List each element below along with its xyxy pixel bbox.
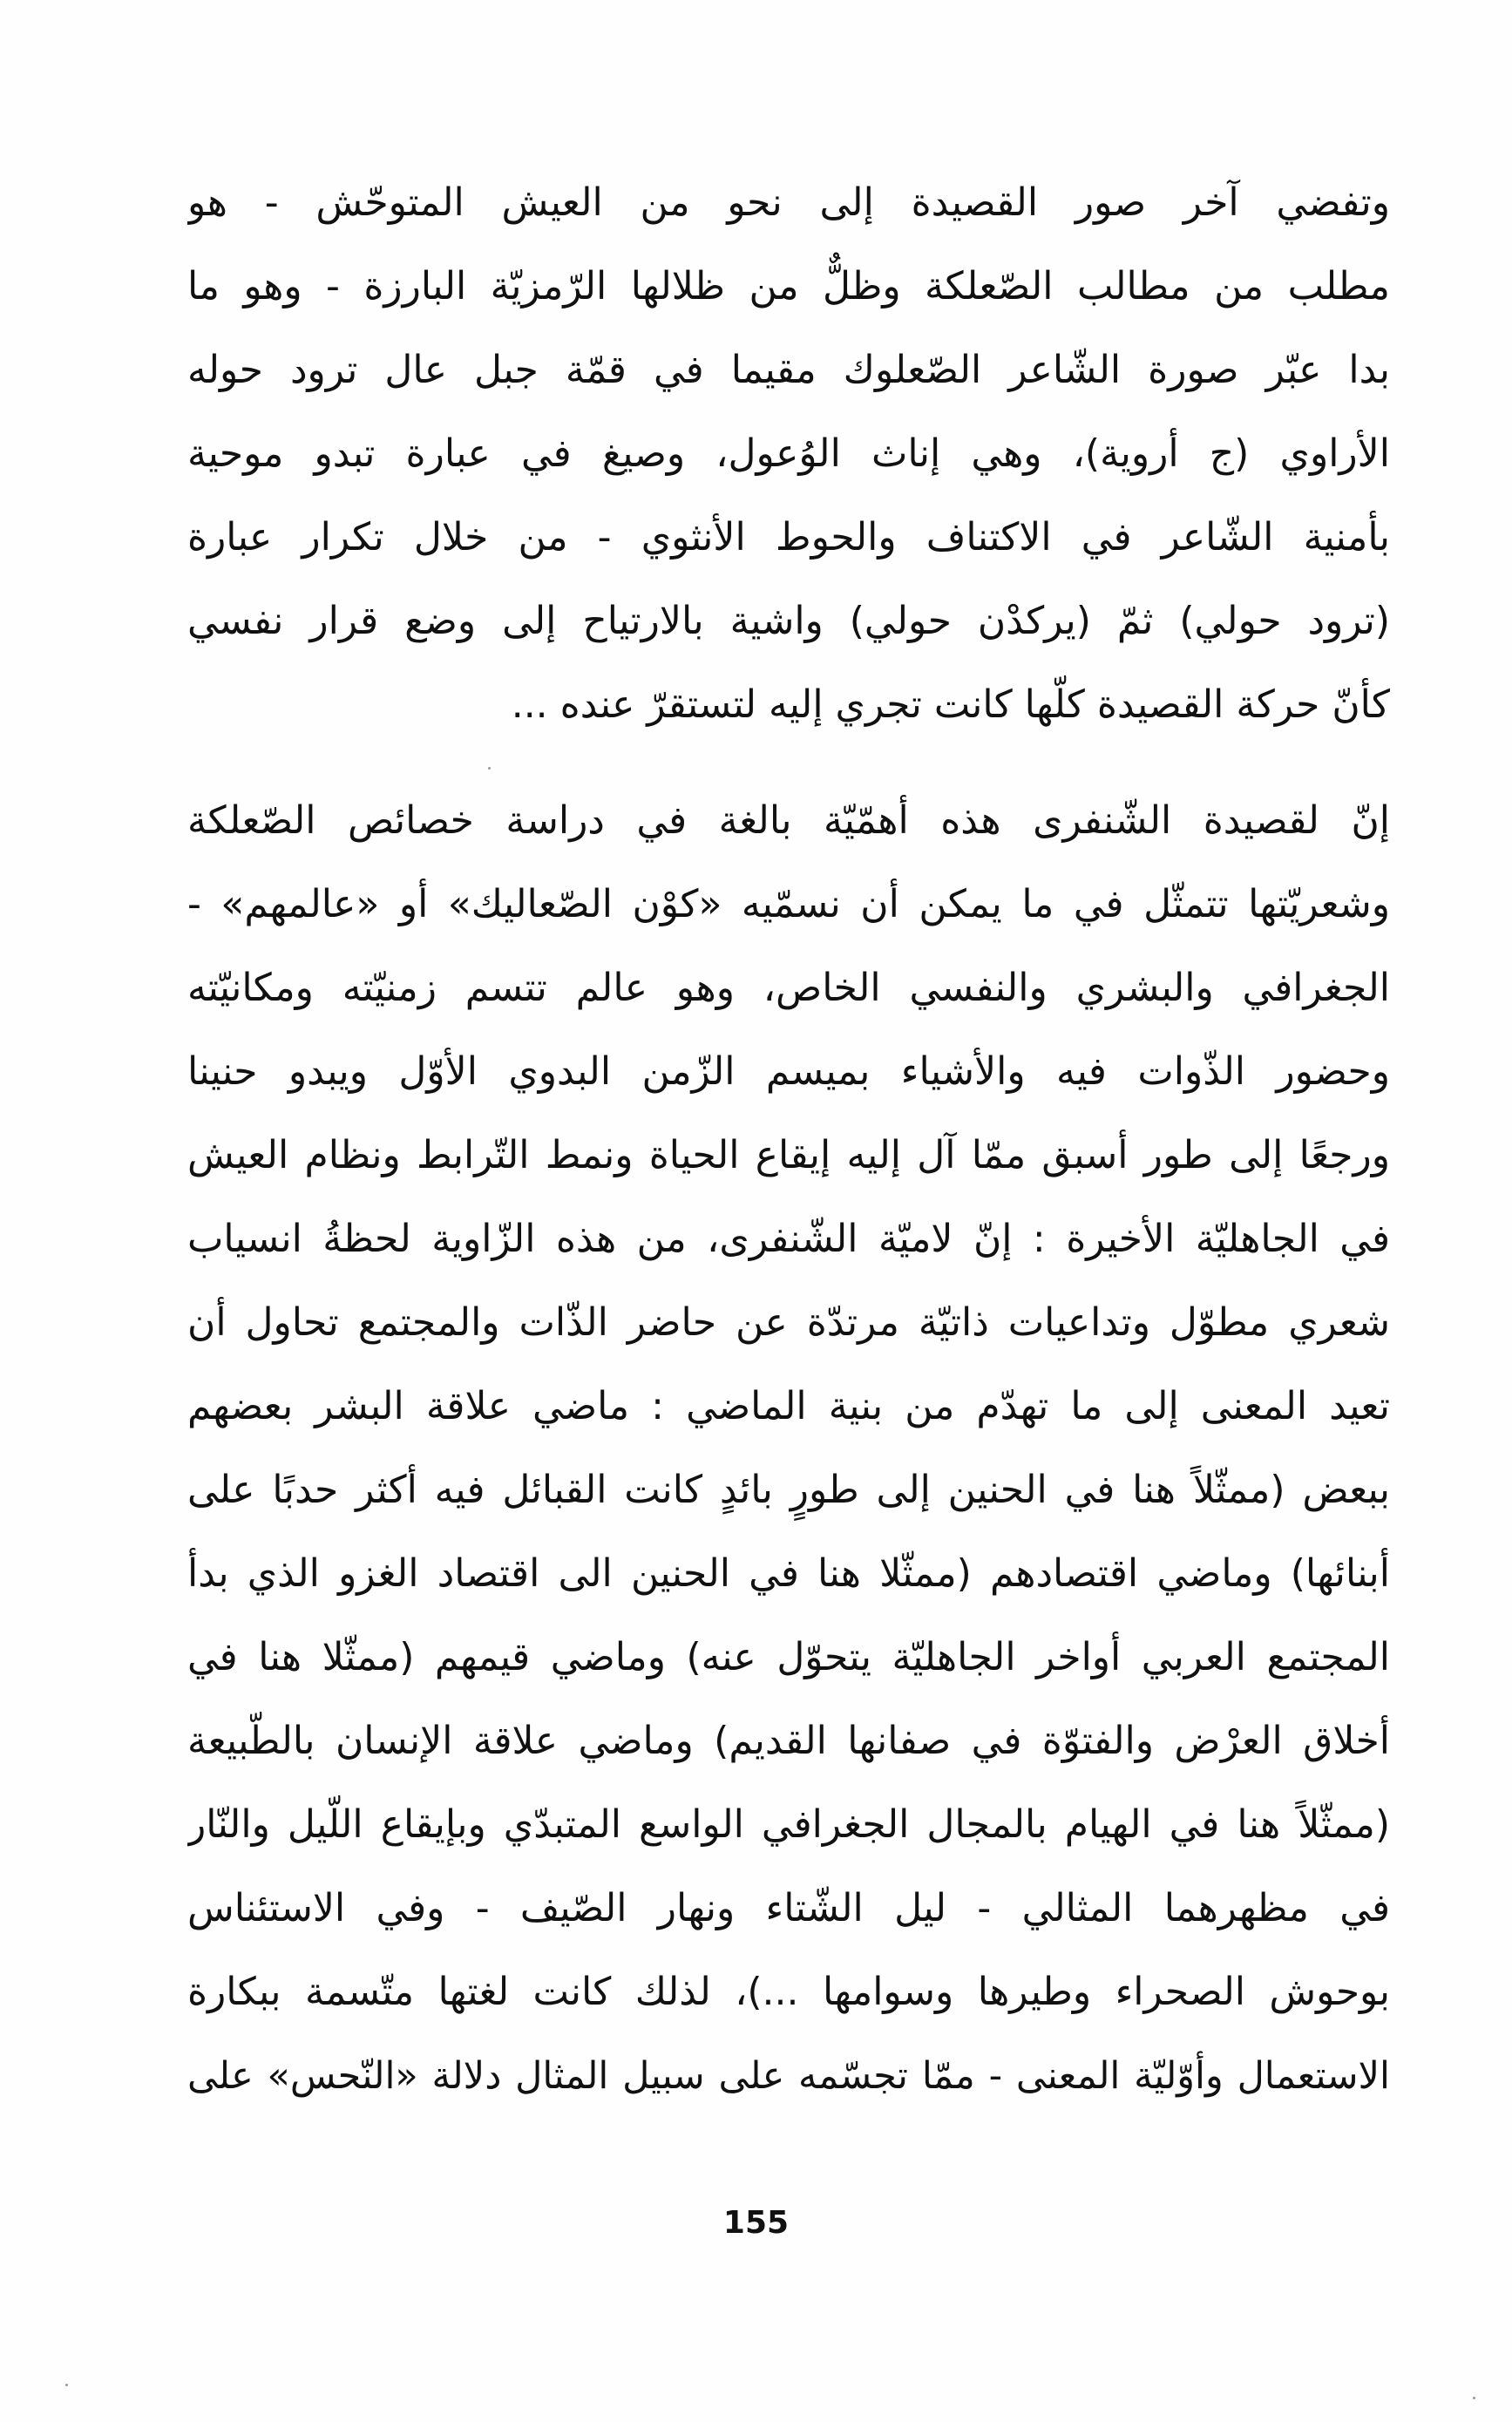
scan-speck xyxy=(1473,2397,1475,2399)
text-line: بوحوش الصحراء وطيرها وسوامها ...)، لذلك كانت لغتها متّسمة ببكارة xyxy=(187,1970,1390,2014)
text-line: تعيد المعنى إلى ما تهدّم من بنية الماضي : ماضي علاقة البشر بعضهم xyxy=(187,1384,1390,1428)
text-line: شعري مطوّل وتداعيات ذاتيّة مرتدّة عن حاضر الذّات والمجتمع تحاول أن xyxy=(187,1300,1390,1345)
text-line: أبنائها) وماضي اقتصادهم (ممثّلا هنا في الحنين الى اقتصاد الغزو الذي بدأ xyxy=(187,1551,1390,1596)
scan-speck xyxy=(488,767,491,770)
page-number: 155 xyxy=(722,2205,790,2241)
text-line: (ممثّلاً هنا في الهيام بالمجال الجغرافي الواسع المتبدّي وبإيقاع اللّيل والنّار xyxy=(187,1802,1390,1847)
text-line: إنّ لقصيدة الشّنفرى هذه أهمّيّة بالغة في دراسة خصائص الصّعلكة xyxy=(187,798,1390,843)
text-line: الاستعمال وأوّليّة المعنى - ممّا تجسّمه على سبيل المثال دلالة «النّحس» على xyxy=(187,2054,1390,2098)
text-line: وحضور الذّوات فيه والأشياء بميسم الزّمن البدوي الأوّل ويبدو حنينا xyxy=(187,1049,1390,1094)
text-line: أخلاق العرْض والفتوّة في صفانها القديم) وماضي علاقة الإنسان بالطّبيعة xyxy=(187,1719,1390,1763)
text-line: المجتمع العربي أواخر الجاهليّة يتحوّل عنه) وماضي قيمهم (ممثّلا هنا في xyxy=(187,1635,1390,1679)
paragraph-2 xyxy=(187,779,1390,2118)
text-line: ورجعًا إلى طور أسبق ممّا آل إليه إيقاع الحياة ونمط التّرابط ونظام العيش xyxy=(187,1133,1390,1177)
text-line: بأمنية الشّاعر في الاكتناف والحوط الأنثوي - من خلال تكرار عبارة xyxy=(187,515,1390,560)
text-line: ببعض (ممثّلاً هنا في الحنين إلى طورٍ بائدٍ كانت القبائل فيه أكثر حدبًا على xyxy=(187,1468,1390,1512)
text-line: في مظهرهما المثالي - ليل الشّتاء ونهار الصّيف - وفي الاستئناس xyxy=(187,1886,1390,1930)
text-line: كأنّ حركة القصيدة كلّها كانت تجري إليه لتستقرّ عنده ... xyxy=(511,682,1390,727)
text-line: وتفضي آخر صور القصيدة إلى نحو من العيش المتوحّش - هو xyxy=(187,180,1390,225)
text-line: الجغرافي والبشري والنفسي الخاص، وهو عالم تتسم زمنيّته ومكانيّته xyxy=(187,966,1390,1010)
text-line: بدا عبّر صورة الشّاعر الصّعلوك مقيما في قمّة جبل عال ترود حوله xyxy=(187,348,1390,392)
text-line: في الجاهليّة الأخيرة : إنّ لاميّة الشّنفرى، من هذه الزّاوية لحظةُ انسياب xyxy=(187,1217,1390,1261)
text-line: وشعريّتها تتمثّل في ما يمكن أن نسمّيه «كوْن الصّعاليك» أو «عالمهم» - xyxy=(187,882,1390,926)
text-line: مطلب من مطالب الصّعلكة وظلٌّ من ظلالها الرّمزيّة البارزة - وهو ما xyxy=(187,264,1390,309)
paragraph-1 xyxy=(187,161,1390,747)
scan-speck xyxy=(65,2384,68,2386)
text-line: الأراوي (ج أروية)، وهي إناث الوُعول، وصيغ في عبارة تبدو موحية xyxy=(187,431,1390,476)
text-line: (ترود حولي) ثمّ (يركدْن حولي) واشية بالارتياح إلى وضع قرار نفسي xyxy=(187,599,1390,643)
